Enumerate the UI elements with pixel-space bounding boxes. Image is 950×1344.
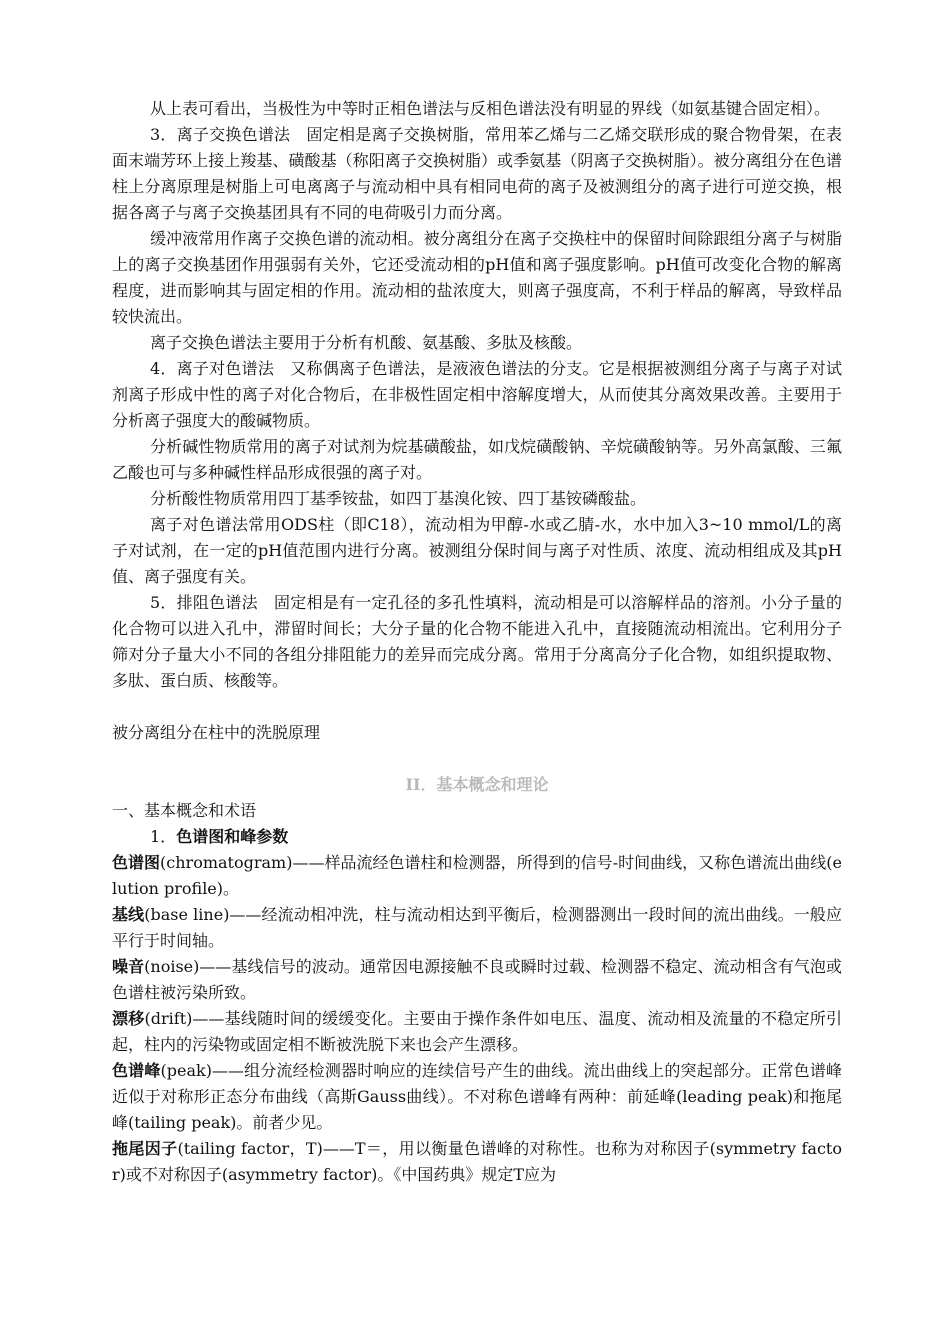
paragraph-ion-pair: 4．离子对色谱法 又称偶离子色谱法，是液液色谱法的分支。它是根据被测组分离子与离子对试剂离子形成中性的离子对化合物后，在非极性固定相中溶解度增大，从而使其分离效果改善。主要用于分析离子强度大的酸碱物质。: [112, 359, 842, 430]
term-baseline: [112, 902, 842, 954]
term-peak: [112, 1058, 842, 1136]
term-label: 漂移: [112, 1009, 145, 1028]
term-tailing-factor: [112, 1136, 842, 1188]
term-drift: [112, 1006, 842, 1058]
paragraph-basic-reagents: 分析碱性物质常用的离子对试剂为烷基磺酸盐，如戊烷磺酸钠、辛烷磺酸钠等。另外高氯酸、三氟乙酸也可与多种碱性样品形成很强的离子对。: [112, 437, 842, 482]
section-heading: II．基本概念和理论: [405, 775, 549, 794]
term-body: (noise)——基线信号的波动。通常因电源接触不良或瞬时过载、检测器不稳定、流动相含有气泡或色谱柱被污染所致。: [112, 957, 842, 1002]
term-noise: [112, 954, 842, 1006]
term-label: 色谱峰: [112, 1061, 161, 1080]
paragraph-acidic-reagents: 分析酸性物质常用四丁基季铵盐，如四丁基溴化铵、四丁基铵磷酸盐。: [150, 489, 647, 508]
paragraph-buffer: 缓冲液常用作离子交换色谱的流动相。被分离组分在离子交换柱中的保留时间除跟组分离子与树脂上的离子交换基团作用强弱有关外，它还受流动相的pH值和离子强度影响。pH值可改变化合物的解离程度，进而影响其与固定相的作用。流动相的盐浓度大，则离子强度高，不利于样品的解离，导致样品较快流出。: [112, 229, 842, 326]
term-body: (base line)——经流动相冲洗，柱与流动相达到平衡后，检测器测出一段时间的流出曲线。一般应平行于时间轴。: [112, 905, 842, 950]
sub-heading-text: 色谱图和峰参数: [176, 827, 289, 846]
term-label: 基线: [112, 905, 145, 924]
term-chromatogram: [112, 850, 842, 902]
spacer: [112, 694, 842, 720]
term-label: 色谱图: [112, 853, 161, 872]
subsection-line: 一、基本概念和术语: [112, 801, 257, 820]
paragraph-polarity: 从上表可看出，当极性为中等时正相色谱法与反相色谱法没有明显的界线（如氨基键合固定相）。: [150, 99, 831, 118]
term-body: (chromatogram)——样品流经色谱柱和检测器，所得到的信号-时间曲线，又称色谱流出曲线(elution profile)。: [112, 853, 842, 898]
sub-heading-number: 1．: [150, 827, 177, 846]
paragraph-ods-column: 离子对色谱法常用ODS柱（即C18），流动相为甲醇-水或乙腈-水，水中加入3~10 mmol/L的离子对试剂，在一定的pH值范围内进行分离。被测组分保时间与离子对性质、浓度、流动相组成及其pH值、离子强度有关。: [112, 515, 842, 586]
spacer: [112, 746, 842, 772]
paragraph-size-exclusion: 5．排阻色谱法 固定相是有一定孔径的多孔性填料，流动相是可以溶解样品的溶剂。小分子量的化合物可以进入孔中，滞留时间长；大分子量的化合物不能进入孔中，直接随流动相流出。它利用分子筛对分子量大小不同的各组分排阻能力的差异而完成分离。常用于分离高分子化合物，如组织提取物、多肽、蛋白质、核酸等。: [112, 593, 842, 690]
term-body: (drift)——基线随时间的缓缓变化。主要由于操作条件如电压、温度、流动相及流量的不稳定所引起，柱内的污染物或固定相不断被洗脱下来也会产生漂移。: [112, 1009, 842, 1054]
term-label: 拖尾因子: [112, 1139, 178, 1158]
document-page: [112, 96, 842, 1188]
term-body: (tailing factor，T)——T＝，用以衡量色谱峰的对称性。也称为对称因子(symmetry factor)或不对称因子(asymmetry factor)。《中国药典》规定T应为: [112, 1139, 842, 1184]
term-label: 噪音: [112, 957, 145, 976]
paragraph-ion-exchange-use: 离子交换色谱法主要用于分析有机酸、氨基酸、多肽及核酸。: [150, 333, 583, 352]
paragraph-ion-exchange: 3．离子交换色谱法 固定相是离子交换树脂，常用苯乙烯与二乙烯交联形成的聚合物骨架，在表面末端芳环上接上羧基、磺酸基（称阳离子交换树脂）或季氨基（阴离子交换树脂）。被分离组分在色谱柱上分离原理是树脂上可电离离子与流动相中具有相同电荷的离子及被测组分的离子进行可逆交换，根据各离子与离子交换基团具有不同的电荷吸引力而分离。: [112, 125, 842, 222]
elution-principle-line: 被分离组分在柱中的洗脱原理: [112, 723, 321, 742]
sub-heading: [112, 824, 842, 850]
term-body: (peak)——组分流经检测器时响应的连续信号产生的曲线。流出曲线上的突起部分。正常色谱峰近似于对称形正态分布曲线（高斯Gauss曲线）。不对称色谱峰有两种：前延峰(leading peak)和拖尾峰(tailing peak)。前者少见。: [112, 1061, 842, 1132]
